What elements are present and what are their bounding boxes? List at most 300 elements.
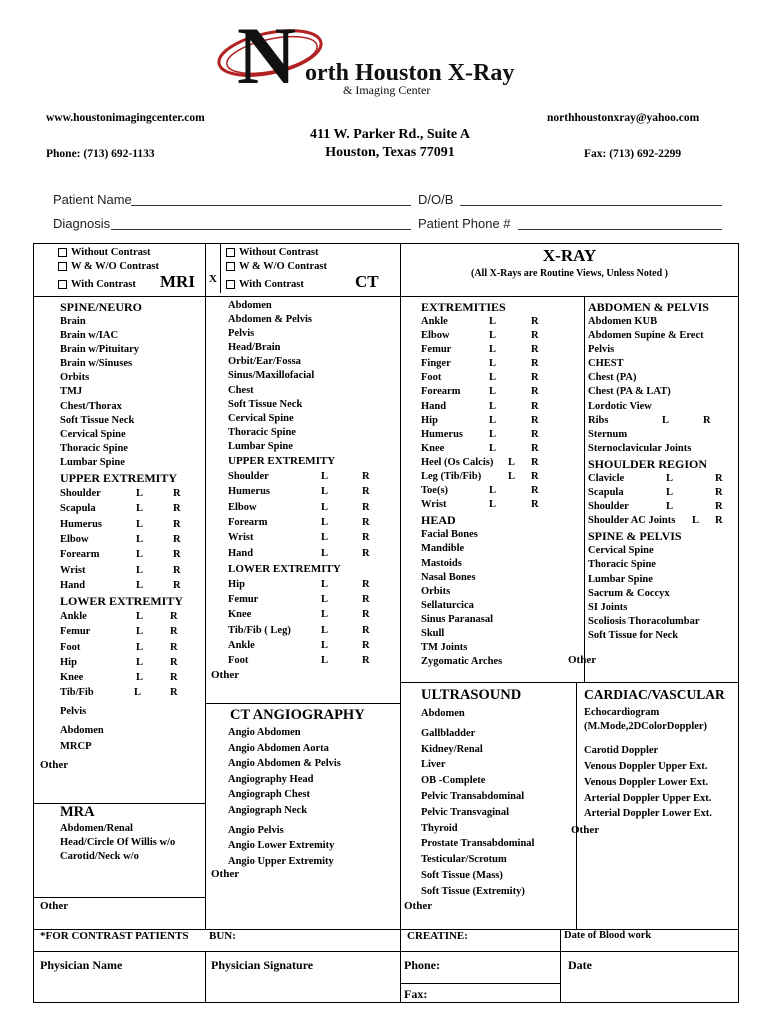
ct-item[interactable]: Abdomen & Pelvis	[228, 314, 312, 326]
ct-upper-item[interactable]	[228, 469, 398, 484]
mri-spine-item[interactable]: Brain w/Pituitary	[60, 344, 140, 356]
left-side-option[interactable]: L	[489, 316, 497, 327]
xray-spine-item[interactable]: Soft Tissue for Neck	[588, 629, 679, 641]
phone: Phone: (713) 692-1133	[46, 148, 155, 160]
xray-ext-title: EXTREMITIES	[421, 300, 506, 314]
mri-without-contrast-checkbox[interactable]	[58, 248, 67, 257]
ct-upper-item-label: Shoulder	[228, 471, 269, 483]
right-side-option[interactable]: R	[531, 358, 539, 370]
cta-title: CT ANGIOGRAPHY	[230, 707, 365, 723]
mri-upper-item[interactable]	[60, 578, 200, 593]
xray-ext-item[interactable]	[421, 414, 581, 428]
ct-opt-without: Without Contrast	[239, 247, 319, 258]
ct-item[interactable]: Soft Tissue Neck	[228, 398, 303, 410]
mri-lower-item[interactable]	[60, 640, 200, 655]
left-side-option[interactable]: L	[321, 516, 329, 528]
ct-lower-title: LOWER EXTREMITY	[228, 562, 341, 575]
ct-upper-item-label: Forearm	[228, 516, 268, 528]
ct-opt-w-wo: W & W/O Contrast	[239, 261, 327, 272]
mri-item-pelvis[interactable]: Pelvis	[60, 706, 87, 717]
xray-shoulder-title: SHOULDER REGION	[588, 456, 708, 471]
xray-head-item[interactable]: Facial Bones	[421, 529, 478, 541]
xray-item-wrist[interactable]: Wrist L R	[421, 499, 539, 511]
mri-opt-without: Without Contrast	[71, 247, 151, 258]
patient-phone-label: Patient Phone #	[418, 216, 511, 231]
mri-w-wo-contrast-checkbox[interactable]	[58, 262, 67, 271]
ct-with-contrast-checkbox[interactable]	[226, 280, 235, 289]
mri-spine-item[interactable]: Brain	[60, 316, 86, 327]
mri-lower-item[interactable]	[60, 655, 200, 670]
right-side-option[interactable]: R	[170, 611, 178, 623]
xray-ext-item[interactable]	[421, 371, 581, 385]
left-side-option[interactable]: L	[489, 372, 497, 384]
right-side-option[interactable]: R	[362, 640, 370, 651]
mra-item[interactable]: Head/Circle Of Willis w/o	[60, 837, 176, 849]
xray-abd-title: ABDOMEN & PELVIS	[588, 300, 709, 314]
mri-lower-item-label: Ankle	[60, 611, 87, 623]
right-side-option[interactable]: R	[362, 486, 370, 498]
footer-physician-name[interactable]: Physician Name	[40, 958, 123, 972]
right-side-option[interactable]: R	[362, 547, 370, 559]
xray-shoulder-item[interactable]	[588, 472, 738, 486]
cta-item[interactable]: Angiograph Neck	[228, 804, 308, 816]
mra-item[interactable]: Carotid/Neck w/o	[60, 851, 139, 863]
xray-item-ribs[interactable]: Ribs L R	[588, 414, 711, 426]
mri-upper-item[interactable]	[60, 532, 200, 547]
cta-item[interactable]: Angio Lower Extremity	[228, 840, 335, 852]
xray-abd-item[interactable]: CHEST	[588, 358, 624, 370]
ct-item[interactable]: Lumbar Spine	[228, 440, 293, 452]
mri-item-mrcp[interactable]: MRCP	[60, 741, 92, 752]
mri-item-abdomen[interactable]: Abdomen	[60, 725, 104, 736]
footer-blood-date-label[interactable]: Date of Blood work	[564, 930, 652, 941]
dob-field[interactable]	[460, 205, 722, 206]
us-title: ULTRASOUND	[421, 687, 522, 703]
left-side-option[interactable]: L	[666, 487, 674, 499]
left-side-option[interactable]: L	[321, 578, 329, 590]
xray-abd-item[interactable]: Chest (PA & LAT)	[588, 386, 671, 398]
right-side-option[interactable]: R	[170, 672, 178, 684]
left-side-option[interactable]: L	[136, 503, 144, 515]
us-item[interactable]: Kidney/Renal	[421, 743, 483, 755]
xray-ext-item[interactable]	[421, 343, 581, 357]
us-item[interactable]: Prostate Transabdominal	[421, 838, 535, 850]
mri-lower-item[interactable]	[60, 670, 200, 685]
left-side-option[interactable]: L	[136, 641, 144, 653]
us-item[interactable]: Liver	[421, 759, 446, 771]
ct-item[interactable]: Sinus/Maxillofacial	[228, 370, 315, 382]
logo-sub: & Imaging Center	[343, 83, 431, 97]
ct-lower-item[interactable]	[228, 607, 398, 622]
ct-upper-item[interactable]	[228, 500, 398, 515]
mri-spine-item[interactable]: Cervical Spine	[60, 428, 126, 440]
mri-x-mark: X	[209, 273, 217, 285]
left-side-option[interactable]: L	[136, 579, 144, 591]
mri-upper-item[interactable]	[60, 563, 200, 578]
left-side-option[interactable]: L	[136, 564, 144, 576]
ct-w-wo-contrast-checkbox[interactable]	[226, 262, 235, 271]
left-side-option[interactable]: L	[489, 358, 497, 370]
us-item[interactable]: Gallbladder	[421, 727, 476, 739]
mri-upper-item-label: Elbow	[60, 533, 89, 545]
mri-spine-title: SPINE/NEURO	[60, 300, 143, 314]
mri-lower-item-label: Foot	[60, 641, 81, 653]
right-side-option[interactable]: R	[715, 501, 723, 513]
left-side-option[interactable]: L	[489, 386, 497, 398]
xray-spine-item[interactable]: Cervical Spine	[588, 545, 654, 557]
xray-head-title: HEAD	[421, 513, 456, 528]
diagnosis-label: Diagnosis	[53, 216, 111, 231]
footer-physician-signature[interactable]: Physician Signature	[211, 958, 314, 972]
ct-item[interactable]: Chest	[228, 384, 254, 396]
diagnosis-field[interactable]	[111, 229, 411, 230]
right-side-option[interactable]: R	[362, 655, 370, 667]
ct-without-contrast-checkbox[interactable]	[226, 248, 235, 257]
right-side-option[interactable]: R	[173, 533, 181, 545]
mri-other[interactable]: Other	[40, 759, 69, 771]
xray-spine-title: SPINE & PELVIS	[588, 529, 682, 544]
us-item[interactable]: Soft Tissue (Extremity)	[421, 885, 525, 897]
xray-ext-item[interactable]	[421, 329, 581, 343]
mri-upper-item-label: Wrist	[60, 564, 86, 576]
mri-upper-item-label: Scapula	[60, 503, 96, 515]
ct-upper-item-label: Hand	[228, 547, 254, 559]
xray-ext-item-label: Ankle	[421, 316, 448, 327]
xray-ext-item[interactable]	[421, 385, 581, 399]
ct-item[interactable]: Cervical Spine	[228, 412, 294, 424]
xray-shoulder-item[interactable]	[588, 500, 738, 514]
ct-lower-item-label: Femur	[228, 594, 259, 606]
dob-label: D/O/B	[418, 192, 454, 207]
mri-upper-item[interactable]	[60, 486, 200, 501]
mri-lower-item-label: Femur	[60, 626, 91, 638]
xray-other[interactable]: Other	[568, 654, 597, 666]
left-side-option[interactable]: L	[489, 344, 497, 356]
us-item[interactable]: Soft Tissue (Mass)	[421, 869, 503, 881]
cta-list	[228, 725, 341, 869]
mri-upper-item-label: Forearm	[60, 549, 100, 561]
xray-abd-item[interactable]: Pelvis	[588, 344, 615, 356]
xray-head-item[interactable]: Sinus Paranasal	[421, 613, 494, 625]
right-side-option[interactable]: R	[531, 442, 539, 454]
patient-name-label: Patient Name	[53, 192, 132, 207]
xray-ext-item[interactable]	[421, 357, 581, 371]
right-side-option[interactable]: R	[715, 487, 723, 499]
cta-item[interactable]: Angiograph Chest	[228, 789, 310, 801]
xray-spine-item[interactable]: Scoliosis Thoracolumbar	[588, 615, 700, 627]
ct-opt-with: With Contrast	[239, 279, 304, 290]
cta-item[interactable]: Angio Pelvis	[228, 824, 284, 836]
xray-head-item[interactable]: TM Joints	[421, 642, 468, 654]
right-side-option[interactable]: R	[362, 624, 370, 636]
right-side-option[interactable]: R	[170, 641, 178, 653]
us-item[interactable]: Testicular/Scrotum	[421, 854, 507, 866]
xray-head-item[interactable]: Skull	[421, 627, 445, 639]
left-side-option[interactable]: L	[489, 330, 497, 342]
xray-ext-item-label: Humerus	[421, 428, 463, 440]
xray-ext-item-label: Foot	[421, 372, 442, 384]
left-side-option[interactable]: L	[136, 549, 144, 561]
xray-head-item[interactable]: Mandible	[421, 543, 465, 555]
mri-spine-item[interactable]: Lumbar Spine	[60, 456, 125, 468]
xray-abd-item[interactable]: Abdomen Supine & Erect	[588, 330, 704, 342]
left-side-option[interactable]: L	[321, 640, 329, 651]
left-side-option[interactable]: L	[136, 672, 144, 684]
left-side-option[interactable]: L	[136, 657, 144, 668]
ct-other[interactable]: Other	[211, 669, 240, 681]
ct-item[interactable]: Thoracic Spine	[228, 426, 296, 438]
mri-opt-w-wo: W & W/O Contrast	[71, 261, 159, 272]
cardiac-item[interactable]: Venous Doppler Lower Ext.	[584, 776, 709, 788]
cta-item[interactable]: Angiography Head	[228, 773, 314, 785]
mri-spine-item[interactable]: TMJ	[60, 386, 83, 398]
right-side-option[interactable]: R	[362, 501, 370, 513]
right-side-option[interactable]: R	[173, 549, 181, 561]
xray-item-shoulder-ac[interactable]: Shoulder AC Joints L R	[588, 515, 723, 527]
right-side-option[interactable]: R	[173, 488, 181, 500]
us-other[interactable]: Other	[404, 900, 433, 912]
right-side-option[interactable]: R	[362, 578, 370, 590]
left-side-option[interactable]: L	[321, 609, 329, 621]
footer-bun-label[interactable]: BUN:	[209, 930, 236, 942]
ct-item[interactable]: Abdomen	[228, 300, 272, 311]
ct-lower-item-label: Knee	[228, 609, 252, 621]
left-side-option[interactable]: L	[136, 488, 144, 500]
xray-ext-item-label: Knee	[421, 442, 445, 454]
right-side-option[interactable]: R	[362, 594, 370, 606]
xray-abd-item[interactable]: Abdomen KUB	[588, 316, 658, 327]
address-line-1: 411 W. Parker Rd., Suite A	[310, 127, 470, 142]
ct-upper-title: UPPER EXTREMITY	[228, 455, 336, 468]
ct-item[interactable]: Head/Brain	[228, 342, 281, 354]
xray-abdomen-column	[588, 300, 738, 643]
mri-lower-item[interactable]	[60, 624, 200, 639]
us-item[interactable]: Abdomen	[421, 708, 465, 719]
right-side-option[interactable]: R	[173, 503, 181, 515]
xray-head-item[interactable]: Nasal Bones	[421, 571, 476, 583]
right-side-option[interactable]: R	[173, 579, 181, 591]
xray-ext-item[interactable]	[421, 400, 581, 414]
left-side-option[interactable]: L	[489, 428, 497, 440]
ct-upper-item[interactable]	[228, 530, 398, 545]
ct-lower-item[interactable]	[228, 638, 398, 653]
mri-upper-title: UPPER EXTREMITY	[60, 471, 178, 486]
cta-other[interactable]: Other	[211, 868, 240, 880]
mri-upper-item-label: Humerus	[60, 518, 102, 530]
left-side-option[interactable]: L	[321, 501, 329, 513]
xray-item-leg[interactable]: Leg (Tib/Fib) L R	[421, 471, 539, 483]
left-side-option[interactable]: L	[321, 624, 329, 636]
footer-phone[interactable]: Phone:	[404, 958, 440, 972]
ct-upper-item-label: Humerus	[228, 486, 270, 498]
right-side-option[interactable]: R	[362, 532, 370, 544]
xray-ext-item[interactable]	[421, 442, 581, 456]
ct-lower-item-label: Hip	[228, 578, 245, 590]
right-side-option[interactable]: R	[715, 472, 723, 484]
xray-extremities-column	[421, 300, 581, 669]
xray-shoulder-item[interactable]	[588, 486, 738, 500]
ct-lower-item[interactable]	[228, 577, 398, 592]
ct-title: CT	[355, 272, 379, 291]
xray-ext-item[interactable]	[421, 428, 581, 442]
us-item[interactable]: Pelvic Transvaginal	[421, 806, 509, 818]
ct-column	[228, 299, 398, 669]
mri-lower-title: LOWER EXTREMITY	[60, 594, 184, 609]
right-side-option[interactable]: R	[173, 564, 181, 576]
left-side-option[interactable]: L	[321, 547, 329, 559]
footer-date[interactable]: Date	[568, 958, 592, 972]
mra-title: MRA	[60, 804, 95, 820]
ct-upper-item-label: Wrist	[228, 532, 254, 544]
mri-column	[60, 300, 200, 686]
mri-spine-item[interactable]: Thoracic Spine	[60, 442, 128, 454]
address-line-2: Houston, Texas 77091	[325, 145, 455, 160]
right-side-option[interactable]: R	[531, 372, 539, 384]
cta-item[interactable]: Angio Upper Extremity	[228, 855, 334, 867]
xray-head-item[interactable]: Zygomatic Arches	[421, 656, 503, 668]
xray-ext-item-label: Elbow	[421, 330, 450, 342]
left-side-option[interactable]: L	[321, 486, 329, 498]
mri-spine-item[interactable]: Soft Tissue Neck	[60, 414, 135, 426]
mri-with-contrast-checkbox[interactable]	[58, 280, 67, 289]
ct-lower-item[interactable]	[228, 623, 398, 638]
mra-list	[60, 822, 175, 864]
left-side-option[interactable]: L	[321, 471, 329, 483]
xray-ext-item-label: Forearm	[421, 386, 461, 398]
xray-abd-item[interactable]: Lordotic View	[588, 400, 652, 412]
mri-lower-item[interactable]	[60, 609, 200, 624]
logo-swoosh-icon	[215, 8, 555, 98]
mra-other[interactable]: Other	[40, 900, 69, 912]
footer-contrast-note: *FOR CONTRAST PATIENTS	[40, 930, 189, 942]
ct-lower-item-label: Ankle	[228, 640, 255, 651]
right-side-option[interactable]: R	[531, 316, 539, 327]
mri-spine-item[interactable]: Brain w/IAC	[60, 330, 119, 342]
cta-item[interactable]: Angio Abdomen & Pelvis	[228, 758, 341, 770]
cta-item[interactable]: Angio Abdomen	[228, 727, 301, 738]
right-side-option[interactable]: R	[362, 471, 370, 483]
left-side-option[interactable]: L	[321, 532, 329, 544]
right-side-option[interactable]: R	[531, 330, 539, 342]
ct-upper-item-label: Elbow	[228, 501, 257, 513]
xray-spine-item[interactable]: Sacrum & Coccyx	[588, 587, 670, 599]
right-side-option[interactable]: R	[173, 518, 181, 530]
left-side-option[interactable]: L	[666, 472, 674, 484]
xray-ext-item-label: Femur	[421, 344, 452, 356]
ct-lower-item[interactable]	[228, 653, 398, 668]
xray-head-item[interactable]: Mastoids	[421, 557, 462, 569]
mri-title: MRI	[160, 272, 195, 291]
left-side-option[interactable]: L	[666, 501, 674, 513]
ct-lower-item[interactable]	[228, 592, 398, 607]
us-item[interactable]: Thyroid	[421, 822, 458, 834]
right-side-option[interactable]: R	[531, 414, 539, 426]
ct-upper-item[interactable]	[228, 484, 398, 499]
xray-ext-item-label: Hand	[421, 400, 447, 412]
mri-upper-item[interactable]	[60, 501, 200, 516]
cardiac-item[interactable]: Venous Doppler Upper Ext.	[584, 760, 708, 772]
ct-upper-item[interactable]	[228, 546, 398, 561]
xray-spine-item[interactable]: Lumbar Spine	[588, 573, 653, 585]
left-side-option[interactable]: L	[136, 533, 144, 545]
us-item[interactable]: OB -Complete	[421, 775, 486, 787]
mri-opt-with: With Contrast	[71, 279, 136, 290]
right-side-option[interactable]: R	[531, 344, 539, 356]
left-side-option[interactable]: L	[321, 594, 329, 606]
ct-upper-item[interactable]	[228, 515, 398, 530]
left-side-option[interactable]: L	[489, 400, 497, 412]
footer-creatine-label[interactable]: CREATINE:	[407, 930, 468, 942]
mri-spine-item[interactable]: Orbits	[60, 372, 90, 384]
ct-item[interactable]: Orbit/Ear/Fossa	[228, 356, 301, 368]
xray-item-toes[interactable]: Toe(s) L R	[421, 485, 539, 497]
right-side-option[interactable]: R	[531, 386, 539, 398]
right-side-option[interactable]: R	[531, 428, 539, 440]
mri-lower-item-label: Knee	[60, 672, 84, 684]
left-side-option[interactable]: L	[136, 611, 144, 623]
mri-spine-item[interactable]: Brain w/Sinuses	[60, 358, 133, 370]
mri-spine-item[interactable]: Chest/Thorax	[60, 400, 122, 412]
xray-head-item[interactable]: Sellaturcica	[421, 599, 474, 611]
cardiac-item[interactable]: Arterial Doppler Lower Ext.	[584, 808, 712, 820]
xray-chest-item[interactable]: Sternum	[588, 428, 628, 440]
xray-item-heel[interactable]: Heel (Os Calcis) L R	[421, 456, 539, 468]
left-side-option[interactable]: L	[489, 414, 497, 426]
us-list	[421, 706, 534, 900]
fax: Fax: (713) 692-2299	[584, 148, 682, 160]
logo-letter: N	[237, 10, 297, 98]
patient-name-field[interactable]	[131, 205, 411, 206]
left-side-option[interactable]: L	[489, 442, 497, 454]
cardiac-other[interactable]: Other	[571, 824, 600, 836]
right-side-option[interactable]: R	[362, 609, 370, 621]
mri-upper-item[interactable]	[60, 547, 200, 562]
cardiac-item[interactable]: Carotid Doppler	[584, 745, 659, 757]
cta-item[interactable]: Angio Abdomen Aorta	[228, 742, 329, 754]
xray-head-item[interactable]: Orbits	[421, 585, 451, 597]
ct-lower-item-label: Tib/Fib ( Leg)	[228, 624, 291, 636]
ct-item[interactable]: Pelvis	[228, 328, 255, 340]
cardiac-echo[interactable]: Echocardiogram	[584, 707, 660, 718]
left-side-option[interactable]: L	[136, 518, 144, 530]
footer-fax[interactable]: Fax:	[404, 987, 428, 1001]
right-side-option[interactable]: R	[362, 516, 370, 528]
mra-item[interactable]: Abdomen/Renal	[60, 823, 133, 834]
patient-phone-field[interactable]	[518, 229, 722, 230]
mri-item-tibfib[interactable]: Tib/Fib L R	[60, 687, 178, 698]
xray-ext-item-label: Finger	[421, 358, 451, 370]
xray-spine-item[interactable]: Thoracic Spine	[588, 559, 656, 571]
xray-abd-item[interactable]: Chest (PA)	[588, 372, 637, 384]
left-side-option[interactable]: L	[321, 655, 329, 667]
website: www.houstonimagingcenter.com	[46, 112, 205, 124]
right-side-option[interactable]: R	[170, 657, 178, 668]
xray-ext-item[interactable]	[421, 315, 581, 329]
logo	[215, 8, 555, 98]
us-item[interactable]: Pelvic Transabdominal	[421, 790, 525, 802]
xray-spine-item[interactable]: SI Joints	[588, 601, 628, 613]
cardiac-item[interactable]: Arterial Doppler Upper Ext.	[584, 792, 712, 804]
cardiac-echo-sub: (M.Mode,2DColorDoppler)	[584, 721, 708, 733]
xray-chest-item[interactable]: Sternoclavicular Joints	[588, 442, 692, 454]
left-side-option[interactable]: L	[136, 626, 144, 638]
mri-upper-item[interactable]	[60, 517, 200, 532]
right-side-option[interactable]: R	[531, 400, 539, 412]
right-side-option[interactable]: R	[170, 626, 178, 638]
xray-shoulder-item-label: Clavicle	[588, 472, 625, 484]
ct-lower-item-label: Foot	[228, 655, 249, 667]
mri-upper-item-label: Shoulder	[60, 488, 101, 500]
